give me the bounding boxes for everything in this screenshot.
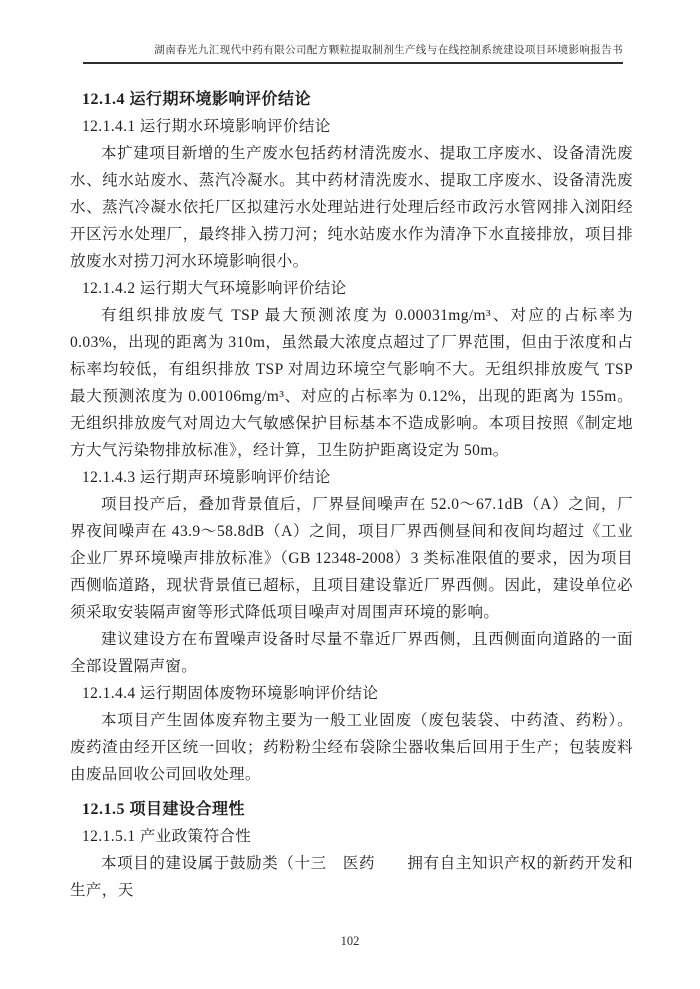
section-heading: 12.1.5.1 产业政策符合性 [82,828,252,845]
document-body [70,86,633,904]
body-paragraph: 建议建设方在布置噪声设备时尽量不靠近厂界西侧，且西侧面向道路的一面全部设置隔声窗。 [70,631,633,675]
section-heading: 12.1.4.3 运行期声环境影响评价结论 [82,469,331,486]
body-paragraph: 本扩建项目新增的生产废水包括药材清洗废水、提取工序废水、设备清洗废水、纯水站废水、蒸汽冷凝水。其中药材清洗废水、提取工序废水、设备清洗废水、蒸汽冷凝水依托厂区拟建污水处理站进行处理后经市政污水管网排入浏阳经开区污水处理厂，最终排入捞刀河；纯水站废水作为清净下水直接排放，项目排放废水对捞刀河水环境影响很小。 [70,145,633,270]
section-heading: 12.1.4 运行期环境影响评价结论 [82,91,312,108]
section-heading: 12.1.4.2 运行期大气环境影响评价结论 [82,280,347,297]
section-heading: 12.1.4.4 运行期固体废物环境影响评价结论 [82,685,379,702]
body-paragraph: 有组织排放废气 TSP 最大预测浓度为 0.00031mg/m³、对应的占标率为 0.03%，出现的距离为 310m，虽然最大浓度点超过了厂界范围，但由于浓度和占标率均较低，有组织排放 TSP 对周边环境空气影响不大。无组织排放废气 TSP 最大预测浓度为 0.00106mg/m³、对应的占标率为 0.12%，出现的距离为 155m。无组织排放废气对周边大气敏感保护目标基本不造成影响。本项目按照《制定地方大气污染物排放标准》，经计算，卫生防护距离设定为 50m。 [70,307,633,459]
page-number: 102 [340,934,360,948]
section-heading: 12.1.5 项目建设合理性 [82,801,246,818]
body-paragraph: 本项目产生固体废弃物主要为一般工业固废（废包装袋、中药渣、药粉）。废药渣由经开区统一回收；药粉粉尘经布袋除尘器收集后回用于生产；包装废料由废品回收公司回收处理。 [70,712,633,783]
body-paragraph: 项目投产后，叠加背景值后，厂界昼间噪声在 52.0～67.1dB（A）之间，厂界夜间噪声在 43.9～58.8dB（A）之间，项目厂界西侧昼间和夜间均超过《工业企业厂界环境噪声排放标准》（GB 12348-2008）3 类标准限值的要求，因为项目西侧临道路，现状背景值已超标，且项目建设靠近厂界西侧。因此，建设单位必须采取安装隔声窗等形式降低项目噪声对周围声环境的影响。 [70,496,633,621]
page-header-title: 湖南春光九汇现代中药有限公司配方颗粒提取制剂生产线与在线控制系统建设项目环境影响报告书 [83,42,623,64]
body-paragraph: 本项目的建设属于鼓励类（十三 医药 拥有自主知识产权的新药开发和生产，天 [70,855,633,899]
section-heading: 12.1.4.1 运行期水环境影响评价结论 [82,118,331,135]
